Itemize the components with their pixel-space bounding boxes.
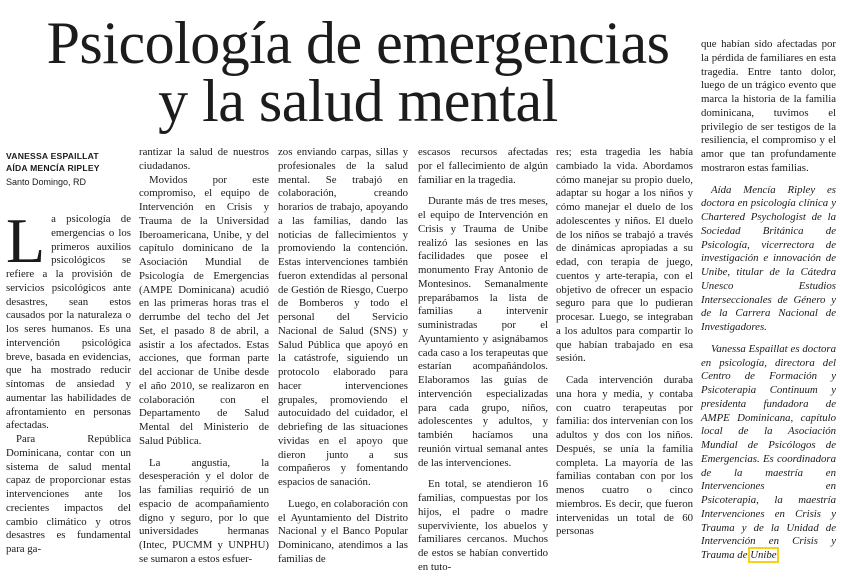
article-column-3 (278, 146, 408, 565)
paragraph: res; esta tragedia les había cambiado la vida. Abordamos cómo manejar su propio duelo, adaptar su hogar a los niños y cómo manejar el duelo de los adolescentes y niños. El duelo de los niños se trabajó a través de dinámicas apropiadas a su edad, con terapia de juego, cuentos y arte-terapia, con el objetivo de ofrecer un espacio seguro para que lo pudieran procesar. Luego, se integraban a los adultos para compartir lo que habían trabajado en esa sesión. (556, 146, 693, 365)
paragraph: Luego, en colaboración con el Ayuntamiento del Distrito Nacional y el Banco Popular Dominicano, atendimos a las familias de (278, 497, 408, 565)
paragraph: que habían sido afectadas por la pérdida de familiares en esta tragedia. Entre tanto dolor, luego de un trágico evento que marca la historia de la familia dominicana, tuvimos el privilegio de ser testigos de la resiliencia, el compromiso y el amor que tan profundamente mostraron estas familias. (701, 38, 836, 174)
paragraph: rantizar la salud de nuestros ciudadanos. (139, 146, 269, 172)
author-bio-1: Aída Mencía Ripley es doctora en psicología clínica y Chartered Psychologist de la Sociedad Británica de Psicología, vicerrectora de investigación e innovación de Unibe, titular de la Cátedra Unesco Estudios Interseccionales de Género y de la Carrera Nacional de Investigadores. (701, 183, 836, 333)
author-bio-2-text: Vanessa Espaillat es doctora en psicología, directora del Centro de Formación y Psicoterapia Continuum y presidenta fundadora de AMPE Dominicana, capítulo local de la Asociación Mundial de Psicólogos de Emergencias. Es coordinadora de la maestría en Intervenciones en Psicoterapia, la maestría Intervenciones en Crisis y Trauma y de la Unidad de Intervención en Crisis y Trauma de (701, 342, 836, 561)
article-title (28, 10, 688, 134)
paragraph: Durante más de tres meses, el equipo de Intervención en Crisis y Trauma de Unibe realizó las sesiones en las facilidades que posee el monumento Fray Antonio de Montesinos. Semanalmente preparábamos la lista de familias a intervenir suministradas por el Ayuntamiento y asignábamos cada caso a los terapeutas que estarían acompañándolos. Elaboramos las guías de intervención especializadas para cada grupo, niños, adolescentes y adultos, y también hacíamos una reunión virtual semanal antes de las intervenciones. (418, 195, 548, 469)
dateline-location: Santo Domingo, RD (6, 177, 87, 187)
intro-text: a psicología de emergencias o los primeros auxilios psicológicos se refiere a la provisión de servicios psicológicos ante desastres, sean estos causados por la naturaleza o los seres humanos. Es una intervención psicológica breve, basada en evidencias, que ha mostrado reducir síntomas de ansiedad y aumentar las habilidades de afrontamiento en personas afectadas. (6, 213, 131, 432)
article-column-1 (6, 205, 131, 555)
author-name-1: VANESSA ESPAILLAT (6, 151, 99, 161)
title-line-1: Psicología de emergencias (46, 10, 670, 76)
article-column-5 (556, 146, 693, 553)
article-column-2 (139, 146, 269, 565)
byline (6, 150, 131, 189)
drop-cap: L (6, 205, 46, 276)
paragraph: Movidos por este compromiso, el equipo de Intervención en Crisis y Trauma de la Universidad Iberoamericana, Unibe, y del capítulo dominicano de la Asociación Mundial de Psicología de Emergencias (AMPE Dominicana) acudió en las primeras horas tras el derrumbe del techo del Jet Set, el pasado 8 de abril, a asistir a los afectados. Estas acciones, que forman parte del accionar de Unibe desde el año 2010, se realizaron en colaboración con el Departamento de Salud Mental del Ministerio de Salud Pública. (139, 173, 269, 447)
title-line-2: y la salud mental (158, 68, 558, 134)
paragraph: Cada intervención duraba una hora y media, y contaba con cuatro terapeutas por familia: dos intervenían con los adultos y dos con los niños. Después, se unía la familia completa. La mayoría de las familias contaban con por los menos cuatro o cinco miembros. Es decir, que fueron intervenidas un total de 60 personas (556, 374, 693, 538)
article-column-4 (418, 146, 548, 573)
paragraph: En total, se atendieron 16 familias, compuestas por los hijos, el padre o madre superviviente, los abuelos y familiares cercanos. Muchos de estos se habían convertido en tuto- (418, 478, 548, 573)
article-column-6 (701, 38, 836, 561)
paragraph: escasos recursos afectadas por el fallecimiento de algún familiar en la tragedia. (418, 146, 548, 186)
paragraph: La angustia, la desesperación y el dolor de las familias requirió de un espacio de acompañamiento digno y seguro, por lo que universidades hermanas (Intec, PUCMM y UNPHU) se sumaron a estos esfuer- (139, 456, 269, 565)
author-name-2: AÍDA MENCÍA RIPLEY (6, 163, 100, 173)
paragraph: Para República Dominicana, contar con un sistema de salud mental capaz de proporcionar estas intervenciones ante los crecientes impactos del cambio climático y otros desastres es fundamental para ga- (6, 433, 131, 555)
author-bio-2 (701, 343, 836, 563)
intro-paragraph (6, 205, 131, 433)
highlighted-word: Unibe (750, 549, 777, 561)
paragraph: zos enviando carpas, sillas y profesionales de la salud mental. Se trabajó en colaboración, creando horarios de trabajo, apoyando a las familias, dando las noticias de fallecimientos y promoviendo la contención. Estas intervenciones también fueron extendidas al personal de Gestión de Riesgo, Cuerpo de Bomberos y todo el personal del Servicio Nacional de Salud (SNS) y Salud Pública que apoyó en la catástrofe, siguiendo un protocolo elaborado para hacer intervenciones grupales, promoviendo el autocuidado del cuidador, el debriefing de las situaciones vividas en el apoyo que dieron junto a sus compañeros y fomentando espacios de sanación. (278, 146, 408, 488)
